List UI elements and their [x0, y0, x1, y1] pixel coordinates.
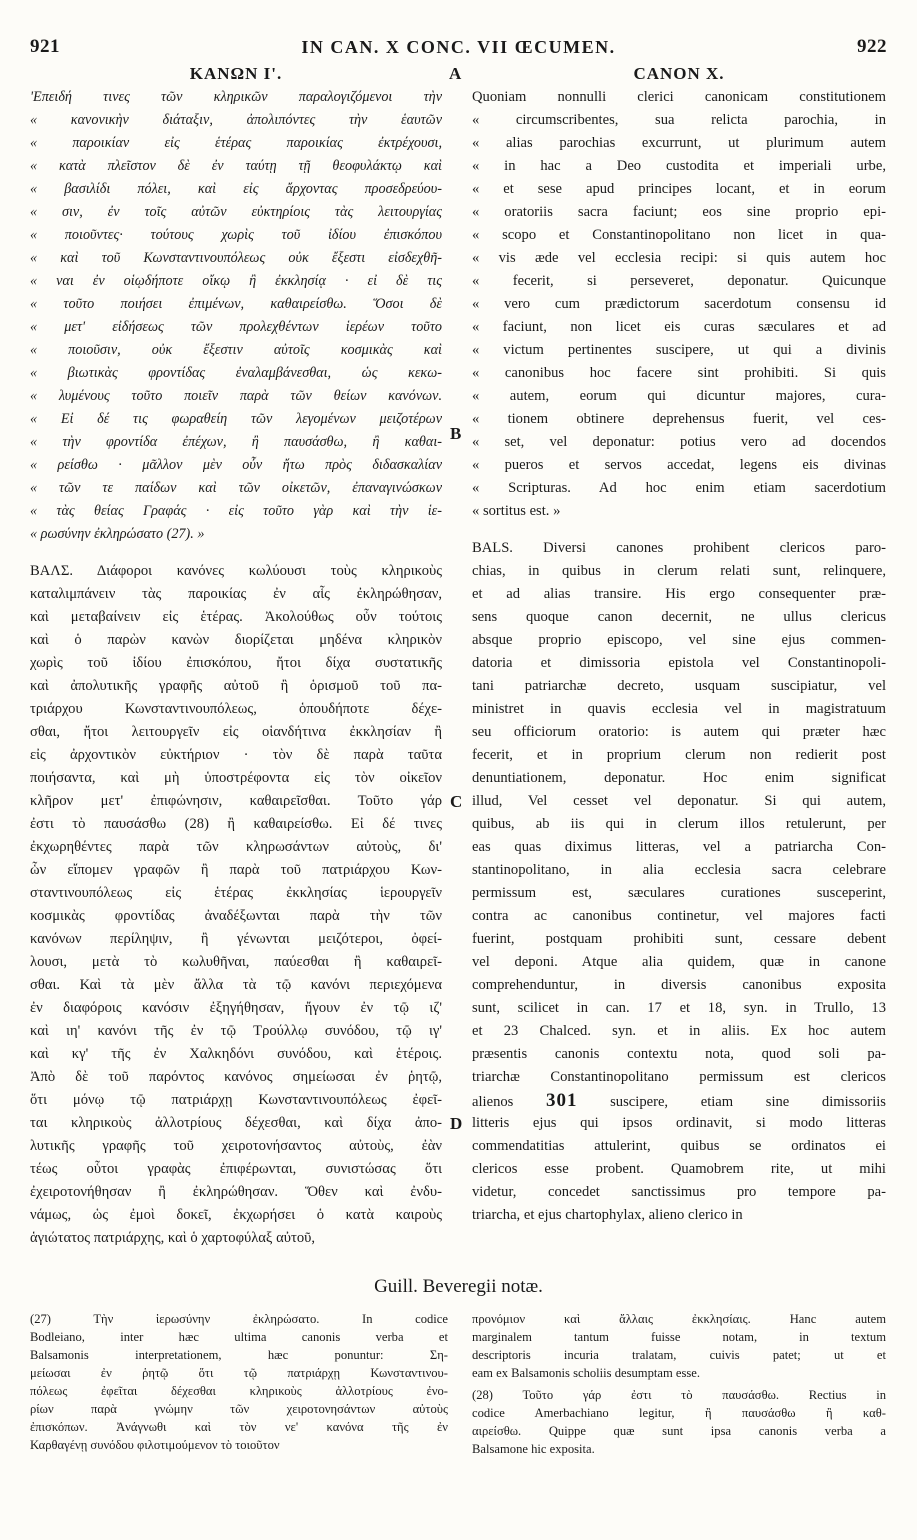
text-line: chias, in quibus in clerum relati sunt, relinquere,: [472, 563, 886, 579]
text-line: κοσμικὰς φροντίδας ἀναδέξωνται παρὰ τὴν τῶν: [30, 908, 442, 924]
text-line: « autem, eorum qui dicuntur majores, cura-: [472, 388, 886, 404]
latin-commentary: [472, 537, 886, 1227]
text-line: σταντινουπόλεως εἰς ἑτέρας ἐκκλησίας ἱερουργεῖν: [30, 885, 442, 901]
text-line: ἐν διαφόροις κανόσιν ἐξηγήθησαν, ἤγουν ἐν τῷ ιζ': [30, 1000, 442, 1016]
text-line: ἐστι τὸ παυσάσθω (28) ἢ καθαιρείσθω. Εἰ δέ τινες: [30, 816, 442, 832]
text-line: καὶ ιη' κανόνι τῆς ἐν τῷ Τρούλλῳ συνόδου, τῷ ιγ': [30, 1023, 442, 1039]
text-line: fecerit, et in proprium clerum non redierit post: [472, 747, 886, 763]
text-line: κανόνων περίληψιν, ἢ γένωνται μειζότεροι, ὀφεί-: [30, 931, 442, 947]
text-line: « victum pertinentes suscipere, ut qui a divinis: [472, 342, 886, 358]
margin-letter-d: D: [450, 1114, 463, 1133]
text-line: « παροικίαν εἰς ἑτέρας παροικίας ἐκτρέχουσι,: [30, 135, 442, 151]
latin-column: [472, 64, 886, 1227]
notes-title: Guill. Beveregii notæ.: [374, 1276, 543, 1297]
text-line: μείωσαι ἐν ῥητῷ ὅτι τῷ πατριάρχῃ Κωνσταντινου-: [30, 1366, 448, 1380]
text-line: comprehenduntur, in diversis canonibus exposita: [472, 977, 886, 993]
text-line: « faciunt, non licet eis curas sæculares et ad: [472, 319, 886, 335]
text-line: « ναι ἐν οἱῳδήποτε οἴκῳ ἢ ἐκκλησίᾳ · εἰ δὲ τις: [30, 273, 442, 289]
text-line: καταλιμπάνειν τὰς παροικίας ἐν αἷς ἐκληρώθησαν,: [30, 586, 442, 602]
text-line: « τοῦτο ποιήσει ἐπιμένων, καθαιρείσθω. Ὅσοι δὲ: [30, 296, 442, 312]
text-line: quibus, ab iis qui in clerum illos retulerunt, per: [472, 816, 886, 832]
text-line: BALS. Diversi canones prohibent clericos paro-: [472, 540, 886, 556]
text-line: Quoniam nonnulli clerici canonicam constitutionem: [472, 89, 886, 105]
latin-canon-title: CANON X.: [633, 64, 725, 83]
text-line: præsentis canonis contextu nota, quod soli pa-: [472, 1046, 886, 1062]
text-line: « κατὰ πλεῖστον δὲ ἐν ταύτῃ τῇ θεοφυλάκτῳ καὶ: [30, 158, 442, 174]
text-line: Bodleiano, inter hæc ultima canonis verba et: [30, 1330, 448, 1344]
text-line: καὶ κγ' τῆς ἐν Χαλκηδόνι συνόδου, καὶ ἑτέροις.: [30, 1046, 442, 1062]
text-line: « ποιοῦντες· τούτους χωρὶς τοῦ ἰδίου ἐπισκόπου: [30, 227, 442, 243]
text-line: commendatitias attulerint, quibus se ordinatos ei: [472, 1138, 886, 1154]
text-line: descriptoris incuria tralatam, cuivis patet; ut et: [472, 1348, 886, 1362]
text-line: χωρὶς τοῦ ἰδίου ἐπισκόπου, ἤτοι δίχα συστατικῆς: [30, 655, 442, 671]
text-line: seu officiorum oratorio: is autem qui præter hæc: [472, 724, 886, 740]
left-page-number: 921: [30, 36, 60, 57]
text-line: « set, vel deponatur: potius vero ad docendos: [472, 434, 886, 450]
greek-commentary: [30, 560, 442, 1250]
text-line: litteris ejus qui ipsos ordinavit, si modo litteras: [472, 1115, 886, 1131]
text-line: τριάρχου Κωνσταντινουπόλεως, ὁπουδήποτε δέχε-: [30, 701, 442, 717]
text-line: Καρθαγένῃ συνόδου φιλοτιμούμενον τὸ τοιοῦτον: [30, 1438, 280, 1452]
text-line: eam ex Balsamonis scholiis desumptam esse.: [472, 1366, 701, 1380]
text-line: ρίων παρὰ γνώμην τῶν χειροτονησάντων αὐτοὺς: [30, 1402, 448, 1416]
text-line: contra ac canonibus continetur, vel majores facti: [472, 908, 886, 924]
text-line: codice Amerbachiano legitur, ἢ παυσάσθω ἢ καθ-: [472, 1406, 886, 1420]
running-title: IN CAN. X CONC. VII ŒCUMEN.: [301, 37, 616, 57]
text-line: « σιν, ἐν τοῖς αὐτῶν εὐκτηρίοις τὰς λειτουργίας: [30, 204, 442, 220]
text-line: « oratoriis sacra faciunt; eos sine proprio epi-: [472, 204, 886, 220]
text-line: clericos esse probent. Quamobrem rite, ut mihi: [472, 1161, 886, 1177]
text-line: marginalem tantum fuisse notam, in textum: [472, 1330, 886, 1344]
text-line: σθαι. Καὶ τὰ μὲν ἄλλα τὰ τῷ κανόνι περιεχόμενα: [30, 977, 442, 993]
text-line: « τῶν τε παίδων καὶ τῶν οἰκετῶν, ἐπαναγινώσκων: [30, 480, 442, 496]
text-line: « ποιοῦσιν, οὐκ ἔξεστιν αὐτοῖς κοσμικὰς καὶ: [30, 342, 442, 358]
text-line: « pueros et servos accedat, legens eis divinas: [472, 457, 886, 473]
text-line: Balsamone hic exposita.: [472, 1442, 595, 1456]
text-line: ὧν εἴπομεν γραφῶν ἢ παρὰ τοῦ πατριάρχου Κων-: [30, 862, 442, 878]
greek-column: [30, 64, 442, 1250]
text-line: « vis æde vel ecclesia recipi: si quis autem hoc: [472, 250, 886, 266]
text-line: illud, Vel cesset vel deponatur. Si qui autem,: [472, 793, 886, 809]
text-line: ministret in quavis ecclesia vel in magistratuum: [472, 701, 886, 717]
text-line: « λυμένους τοῦτο ποιεῖν παρὰ τῶν θείων κανόνων.: [30, 388, 442, 404]
text-line: (28) Τοῦτο γάρ ἐστι τὸ παυσάσθω. Rectius in: [472, 1388, 886, 1402]
text-line: « tionem obtinere deprehensus fuerit, vel ces-: [472, 411, 886, 427]
text-line: « alias parochias excurrunt, ut plurimum autem: [472, 135, 886, 151]
text-line: triarcha, et ejus chartophylax, alieno clerico in: [472, 1207, 743, 1223]
text-line: (27) Τὴν ἱερωσύνην ἐκληρώσατο. In codice: [30, 1312, 448, 1326]
text-line: ἐχειροτονήθησαν ἢ ἐκληρώθησαν. Ὅθεν καὶ ἐνδυ-: [30, 1184, 442, 1200]
text-line: ΒΑΛΣ. Διάφοροι κανόνες κωλύουσι τοὺς κληρικοὺς: [30, 563, 442, 579]
notes-right-column: [472, 1310, 886, 1458]
text-line: eas quas diximus litteras, vel a patriarcha Con-: [472, 839, 886, 855]
text-line: πόλεως ἐφεῖται δέχεσθαι κληρικοὺς ἀλλοτρίους ἐνο-: [30, 1384, 448, 1398]
text-line: permissum est, sæculares curationes susceperint,: [472, 885, 886, 901]
text-line: « ρείσθω · μᾶλλον μὲν οὖν ἤτω πρὸς διδασκαλίαν: [30, 457, 442, 473]
text-line: fuerint, postquam prohibiti sunt, cessare debent: [472, 931, 886, 947]
text-line: « sortitus est. »: [472, 503, 561, 519]
text-line: Ἀπὸ δὲ τοῦ παρόντος κανόνος σημείωσαι ἐν ῥητῷ,: [30, 1069, 442, 1085]
text-line: videtur, concedet sanctissimus pro tempore pa-: [472, 1184, 886, 1200]
text-line: ἁγιώτατος πατριάρχης, καὶ ὁ χαρτοφύλαξ αὐτοῦ,: [30, 1230, 315, 1246]
text-line: ται κληρικοὺς ἀλλοτρίους δέχεσθαι, καὶ δίχα ἀπο-: [30, 1115, 442, 1131]
text-line: καὶ ὁ παρὼν κανὼν διορίζεται μηδένα κληρικὸν: [30, 632, 442, 648]
text-line: « in hac a Deo custodita et imperiali urbe,: [472, 158, 886, 174]
text-line: λυτικῆς γραφῆς τοῦ χειροτονήσαντος αὐτοὺς, ἐὰν: [30, 1138, 442, 1154]
greek-canon-text: [30, 86, 442, 546]
margin-letter-b: B: [450, 424, 462, 443]
text-line: stantinopolitano, in alia ecclesia sacra celebrare: [472, 862, 886, 878]
text-line: sunt, scilicet in can. 17 et 18, syn. in Trullo, 13: [472, 1000, 886, 1016]
text-line: τέως οὗτοι γραφὰς ἐπιφέρωνται, συνιστώσας ὅτι: [30, 1161, 442, 1177]
text-line: 'Επειδή τινες τῶν κληρικῶν παραλογιζόμενοι τὴν: [30, 89, 442, 105]
text-line: « ρωσύνην ἐκληρώσατο (27). »: [30, 526, 205, 542]
text-line: sens quoque canon decernit, ne ullus clericus: [472, 609, 886, 625]
text-line: « μετ' εἰδήσεως τῶν προλεχθέντων ἱερέων τοῦτο: [30, 319, 442, 335]
text-line: « circumscribentes, sua relicta parochia, in: [472, 112, 886, 128]
text-line: « canonibus hoc facere sint prohibiti. Si quis: [472, 365, 886, 381]
text-line: datoria et dimissoria epistola vel Constantinopoli-: [472, 655, 886, 671]
text-line: ἐκχωρηθέντες παρὰ τῶν κληρωσάντων αὐτοὺς, δι': [30, 839, 442, 855]
latin-canon-text: [472, 86, 886, 523]
text-line: καὶ μεταβαίνειν εἰς ἑτέρας. Ἀκολούθως οὖν τούτοις: [30, 609, 442, 625]
text-line: « scopo et Constantinopolitano non licet in qua-: [472, 227, 886, 243]
text-line: « καὶ τοῦ Κωνσταντινουπόλεως οὐκ ἔξεστι εἰσδεχθῆ-: [30, 250, 442, 266]
text-line: triarchæ Constantinopolitano permissum est clericos: [472, 1069, 886, 1085]
text-line: « βασιλίδι πόλει, καὶ εἰς ἄρχοντας προσεδρεύου-: [30, 181, 442, 197]
text-line: κλῆρον μετ' ἐπιφώνησιν, καθαιρεῖσθαι. Τοῦτο γάρ: [30, 793, 442, 809]
text-line: αιρείσθω. Quippe quæ sunt ipsa canonis verba a: [472, 1424, 886, 1438]
text-line: et 23 Chalced. syn. et in aliis. Ex hoc autem: [472, 1023, 886, 1039]
margin-letter-a: A: [449, 64, 462, 83]
text-line: « Εἰ δέ τις φωραθείη τῶν λεγομένων μειζοτέρων: [30, 411, 442, 427]
text-line: « κανονικὴν διάταξιν, ἀπολιπόντες τὴν ἑαυτῶν: [30, 112, 442, 128]
text-line: λουσι, μετὰ τὸ κωλυθῆναι, παύεσθαι ἢ καθαιρεῖ-: [30, 954, 442, 970]
text-line: denuntiationem, deponatur. Hoc enim significat: [472, 770, 886, 786]
margin-letter-c: C: [450, 792, 463, 811]
text-line: ὅτι μόνῳ τῷ πατριάρχῃ Κωνσταντινουπόλεως ἐφεῖ-: [30, 1092, 442, 1108]
text-line: σθαι, ἤτοι λειτουργεῖν εἰς οἱανδήτινα ἐκκλησίαν ἢ: [30, 724, 442, 740]
text-line: νάμως, ὡς ἐμοὶ δοκεῖ, ἐκχωρήσει ὁ κατὰ καιροὺς: [30, 1207, 442, 1223]
text-line: εἰς ἀρχοντικὸν εὐκτήριον · τὸν δὲ παρὰ ταῦτα: [30, 747, 442, 763]
text-line: « τὰς θείας Γραφάς · εἰς τοῦτο γὰρ καὶ τὴν ἱε-: [30, 503, 442, 519]
text-line: « Scripturas. Ad hoc enim etiam sacerdotium: [472, 480, 886, 496]
text-line: alienos 301 suscipere, etiam sine dimissoriis: [472, 1090, 886, 1111]
text-line: Balsamonis interpretationem, hæc ponuntur: Ση-: [30, 1348, 448, 1362]
text-line: « fecerit, si perseveret, deponatur. Quicunque: [472, 273, 886, 289]
text-line: « et sese apud principes locant, et in eorum: [472, 181, 886, 197]
right-page-number: 922: [857, 36, 887, 57]
text-line: « βιωτικὰς φροντίδας ἐναλαμβάνεσθαι, ὡς κεκω-: [30, 365, 442, 381]
text-line: καὶ ἀπολυτικῆς γραφῆς αὐτοῦ ἢ ὁρισμοῦ τοῦ πα-: [30, 678, 442, 694]
text-line: προνόμιον καὶ ἄλλαις ἐκκλησίαις. Hanc autem: [472, 1312, 886, 1326]
folio-number: 301: [545, 1090, 578, 1111]
text-line: et ad alias transire. His ergo consequenter præ-: [472, 586, 886, 602]
text-line: « τὴν φροντίδα ἐπέχων, ἢ παυσάσθω, ἢ καθαι-: [30, 434, 442, 450]
running-header: [30, 30, 887, 58]
greek-canon-title: ΚΑΝΩΝ Ι'.: [189, 64, 283, 83]
notes-left-column: [30, 1310, 448, 1454]
text-line: « vero cum prædictorum sacerdotum consensu id: [472, 296, 886, 312]
text-line: vel deponi. Atque alia quidem, quæ in canone: [472, 954, 886, 970]
text-line: ποιήσαντα, καὶ μὴ ὑποστρέφοντα εἰς τὸν οἰκεῖον: [30, 770, 442, 786]
text-line: ἐπισκόπων. Ἀνάγνωθι καὶ τὸν νε' κανόνα τῆς ἐν: [30, 1420, 448, 1434]
text-line: absque proprio episcopo, vel sine ejus commen-: [472, 632, 886, 648]
text-line: tani patriarchæ decreto, usquam suscipiatur, vel: [472, 678, 886, 694]
